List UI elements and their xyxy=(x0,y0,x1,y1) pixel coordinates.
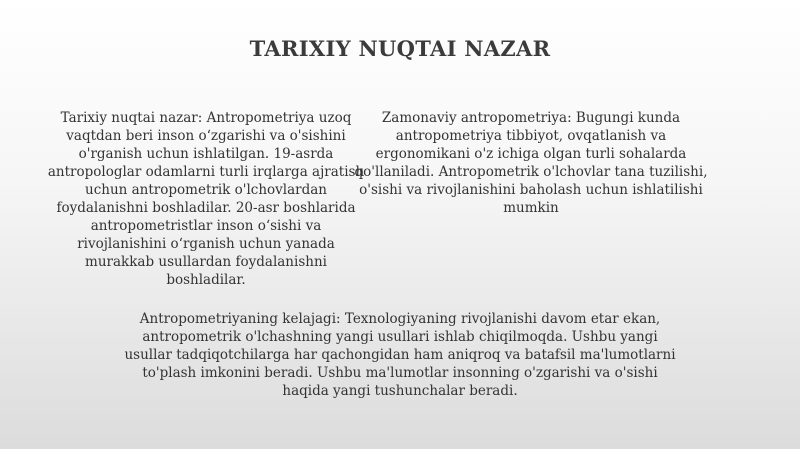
paragraph-modern-anthropometry: Zamonaviy antropometriya: Bugungi kunda antropometriya tibbiyot, ovqatlanish va ergonomikani o'z ichiga olgan turli sohalarda qo'llaniladi. Antropometrik o'lchovlar tana tuzilishi, o'sishi va rivojlanishini baholash uchun ishlatilishi mumkin xyxy=(354,110,708,216)
slide-title: TARIXIY NUQTAI NAZAR xyxy=(249,36,551,61)
paragraph-future-of-anthropometry: Antropometriyaning kelajagi: Texnologiyaning rivojlanishi davom etar ekan, antropometrik o'lchashning yangi usullari ishlab chiqilmoqda. Ushbu yangi usullar tadqiqotchilarga har qachongidan ham aniqroq va batafsil ma'lumotlarni to'plash imkonini beradi. Ushbu ma'lumotlar insonning o'zgarishi va o'sishi haqida yangi tushunchalar beradi. xyxy=(124,311,676,399)
paragraph-historical-perspective: Tarixiy nuqtai nazar: Antropometriya uzoq vaqtdan beri inson o‘zgarishi va o'sishini o'rganish uchun ishlatilgan. 19-asrda antropologlar odamlarni turli irqlarga ajratish uchun antropometrik o'lchovlardan foydalanishni boshladilar. 20-asr boshlarida antropometristlar inson o‘sishi va rivojlanishini o‘rganish uchun yanada murakkab usullardan foydalanishni boshladilar. xyxy=(47,110,365,288)
